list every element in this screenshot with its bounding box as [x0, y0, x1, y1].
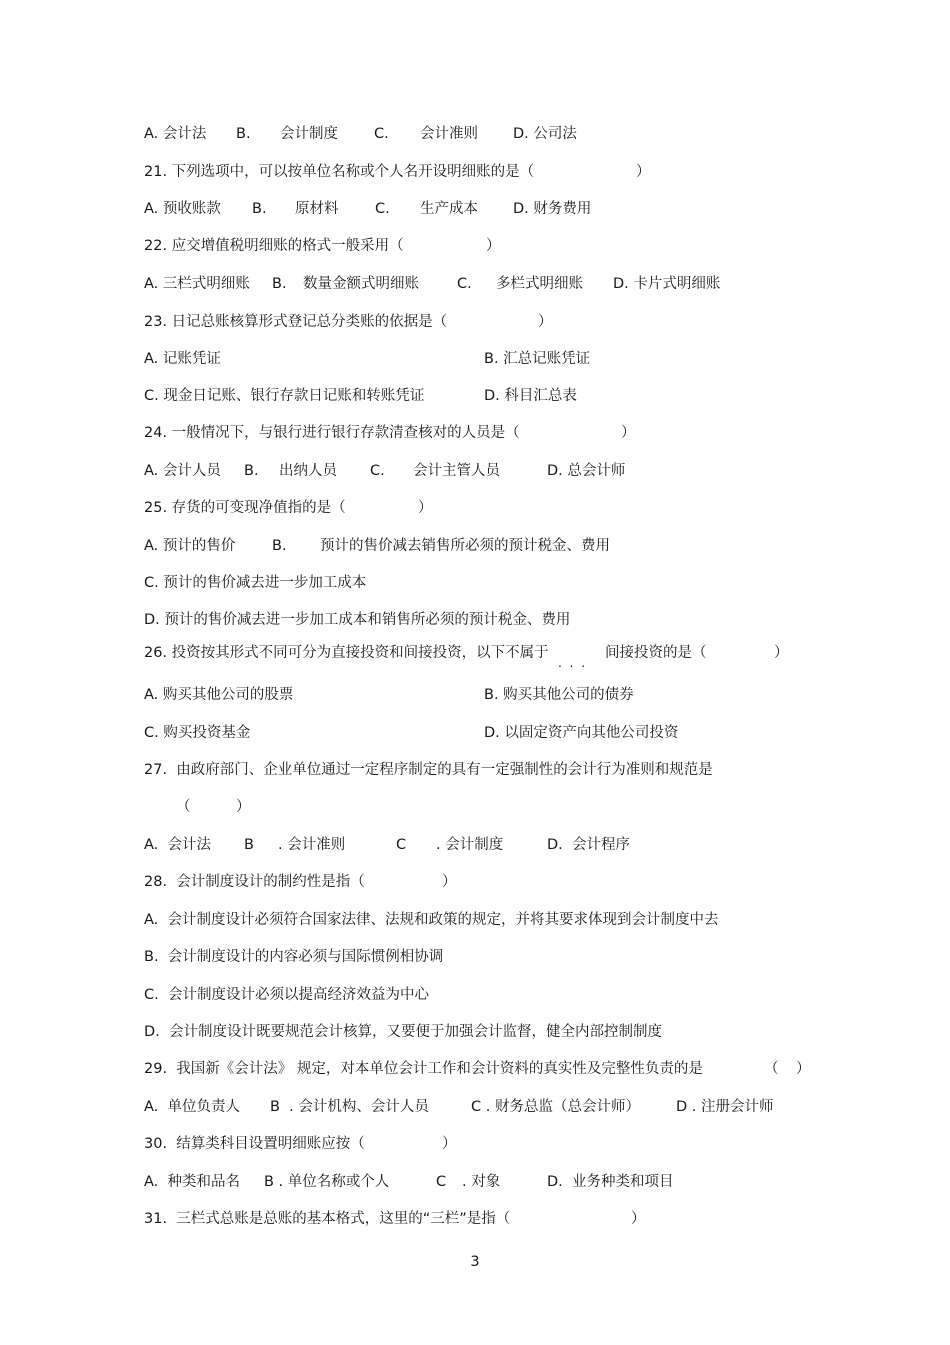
q30-option-b: B . 单位名称或个人: [264, 1174, 390, 1190]
q25-close-paren: ）: [418, 500, 433, 516]
q24-option-a: A. 会计人员: [144, 463, 221, 479]
q28-option-b-text: B. 会计制度设计的内容必须与国际惯例相协调: [144, 949, 444, 965]
q25-stem-text: 25. 存货的可变现净值指的是（: [144, 500, 346, 516]
q29-open-paren: （: [764, 1061, 779, 1077]
q29-option-d: D . 注册会计师: [676, 1099, 774, 1115]
q21-option-c: 生产成本: [420, 201, 478, 217]
q26-option-d: D. 以固定资产向其他公司投资: [484, 725, 679, 741]
q21-option-d: D. 财务费用: [513, 201, 592, 217]
q25-option-b: 预计的售价减去销售所必须的预计税金、费用: [320, 538, 610, 554]
q30-option-c: . 对象: [462, 1174, 501, 1190]
q27-stem: [144, 761, 713, 797]
q24-option-b: 出纳人员: [279, 463, 337, 479]
q27-option-b: . 会计准则: [278, 837, 346, 853]
q22-option-a: A. 三栏式明细账: [144, 276, 250, 292]
q27-option-d: D. 会计程序: [547, 837, 630, 853]
q25-options-3: [144, 611, 571, 647]
q26-stem-text: 26. 投资按其形式不同可分为直接投资和间接投资，以下不属于: [144, 645, 549, 661]
q28-option-c: [144, 986, 429, 1022]
q26-option-c: C. 购买投资基金: [144, 725, 251, 741]
q21-option-b: 原材料: [295, 201, 339, 217]
q24-option-b-label: B.: [244, 463, 259, 479]
q30-close-paren: ）: [442, 1136, 457, 1152]
q27-close-paren: ）: [236, 799, 251, 815]
q26-option-b: B. 购买其他公司的债券: [484, 687, 634, 703]
q28-option-d: [144, 1023, 662, 1059]
q27-option-a: A. 会计法: [144, 837, 211, 853]
q21-stem-text: 21. 下列选项中，可以按单位名称或个人名开设明细账的是（: [144, 164, 535, 180]
q25-option-d: D. 预计的售价减去进一步加工成本和销售所必须的预计税金、费用: [144, 612, 571, 628]
q20-option-c: 会计准则: [420, 126, 478, 142]
q23-option-a: A. 记账凭证: [144, 351, 221, 367]
q23-stem-text: 23. 日记总账核算形式登记总分类账的依据是（: [144, 314, 448, 330]
q20-option-c-label: C.: [374, 126, 389, 142]
q22-option-b-label: B.: [272, 276, 287, 292]
q22-option-b: 数量金额式明细账: [303, 276, 419, 292]
q28-option-d-text: D. 会计制度设计既要规范会计核算，又要便于加强会计监督，健全内部控制制度: [144, 1024, 662, 1040]
q23-option-b: B. 汇总记账凭证: [484, 351, 591, 367]
q26-option-a: A. 购买其他公司的股票: [144, 687, 294, 703]
q26-emphasis-dots: . . .: [558, 656, 588, 670]
q22-option-d: D. 卡片式明细账: [613, 276, 721, 292]
q28-close-paren: ）: [442, 874, 457, 890]
q28-option-b: [144, 948, 444, 984]
q29-option-a: A. 单位负责人: [144, 1099, 240, 1115]
q20-option-b: 会计制度: [280, 126, 338, 142]
q24-option-c: 会计主管人员: [413, 463, 500, 479]
q26-close-paren: ）: [774, 645, 789, 661]
q24-option-c-label: C.: [370, 463, 385, 479]
q25-option-c: C. 预计的售价减去进一步加工成本: [144, 575, 367, 591]
q25-option-a: A. 预计的售价: [144, 538, 236, 554]
q28-option-a-text: A. 会计制度设计必须符合国家法律、法规和政策的规定，并将其要求体现到会计制度中去: [144, 912, 719, 928]
q24-option-d: D. 总会计师: [547, 463, 626, 479]
q21-option-c-label: C.: [375, 201, 390, 217]
q24-close-paren: ）: [621, 425, 636, 441]
q28-option-c-text: C. 会计制度设计必须以提高经济效益为中心: [144, 987, 429, 1003]
q22-stem-text: 22. 应交增值税明细账的格式一般采用（: [144, 238, 404, 254]
q25-options-2: [144, 574, 367, 610]
q29-close-paren: ）: [796, 1061, 811, 1077]
q29-stem-text: 29. 我国新《会计法》 规定，对本单位会计工作和会计资料的真实性及完整性负责的是: [144, 1061, 703, 1077]
q23-option-c: C. 现金日记账、银行存款日记账和转账凭证: [144, 388, 425, 404]
q28-option-a: [144, 911, 719, 947]
q26-stem-tail: 间接投资的是（: [605, 645, 707, 661]
q30-option-d: D. 业务种类和项目: [547, 1174, 674, 1190]
q20-option-b-label: B.: [236, 126, 251, 142]
q28-stem-text: 28. 会计制度设计的制约性是指（: [144, 874, 365, 890]
q20-option-d: D. 公司法: [513, 126, 577, 142]
q31-close-paren: ）: [631, 1211, 646, 1227]
q22-close-paren: ）: [486, 238, 501, 254]
page-number: 3: [470, 1254, 480, 1270]
q30-option-a: A. 种类和品名: [144, 1174, 240, 1190]
q23-option-d: D. 科目汇总表: [484, 388, 577, 404]
q30-stem-text: 30. 结算类科目设置明细账应按（: [144, 1136, 365, 1152]
q27-option-c: . 会计制度: [436, 837, 504, 853]
q22-option-c-label: C.: [457, 276, 472, 292]
q21-close-paren: ）: [636, 164, 651, 180]
q21-option-b-label: B.: [252, 201, 267, 217]
q21-option-a: A. 预收账款: [144, 201, 221, 217]
q20-option-a: A. 会计法: [144, 126, 207, 142]
q23-close-paren: ）: [538, 314, 553, 330]
q27-open-paren: （: [176, 799, 191, 815]
q31-stem-text: 31. 三栏式总账是总账的基本格式，这里的“三栏”是指（: [144, 1211, 511, 1227]
q25-option-b-label: B.: [272, 538, 287, 554]
q30-option-c-label: C: [436, 1174, 447, 1190]
q29-option-b: B . 会计机构、会计人员: [270, 1099, 429, 1115]
q27-stem-text: 27. 由政府部门、企业单位通过一定程序制定的具有一定强制性的会计行为准则和规范是: [144, 762, 713, 778]
q27-option-b-label: B: [244, 837, 254, 853]
q22-option-c: 多栏式明细账: [496, 276, 583, 292]
q29-option-c: C . 财务总监（总会计师）: [471, 1099, 640, 1115]
q27-option-c-label: C: [396, 837, 407, 853]
q24-stem-text: 24. 一般情况下，与银行进行银行存款清查核对的人员是（: [144, 425, 520, 441]
